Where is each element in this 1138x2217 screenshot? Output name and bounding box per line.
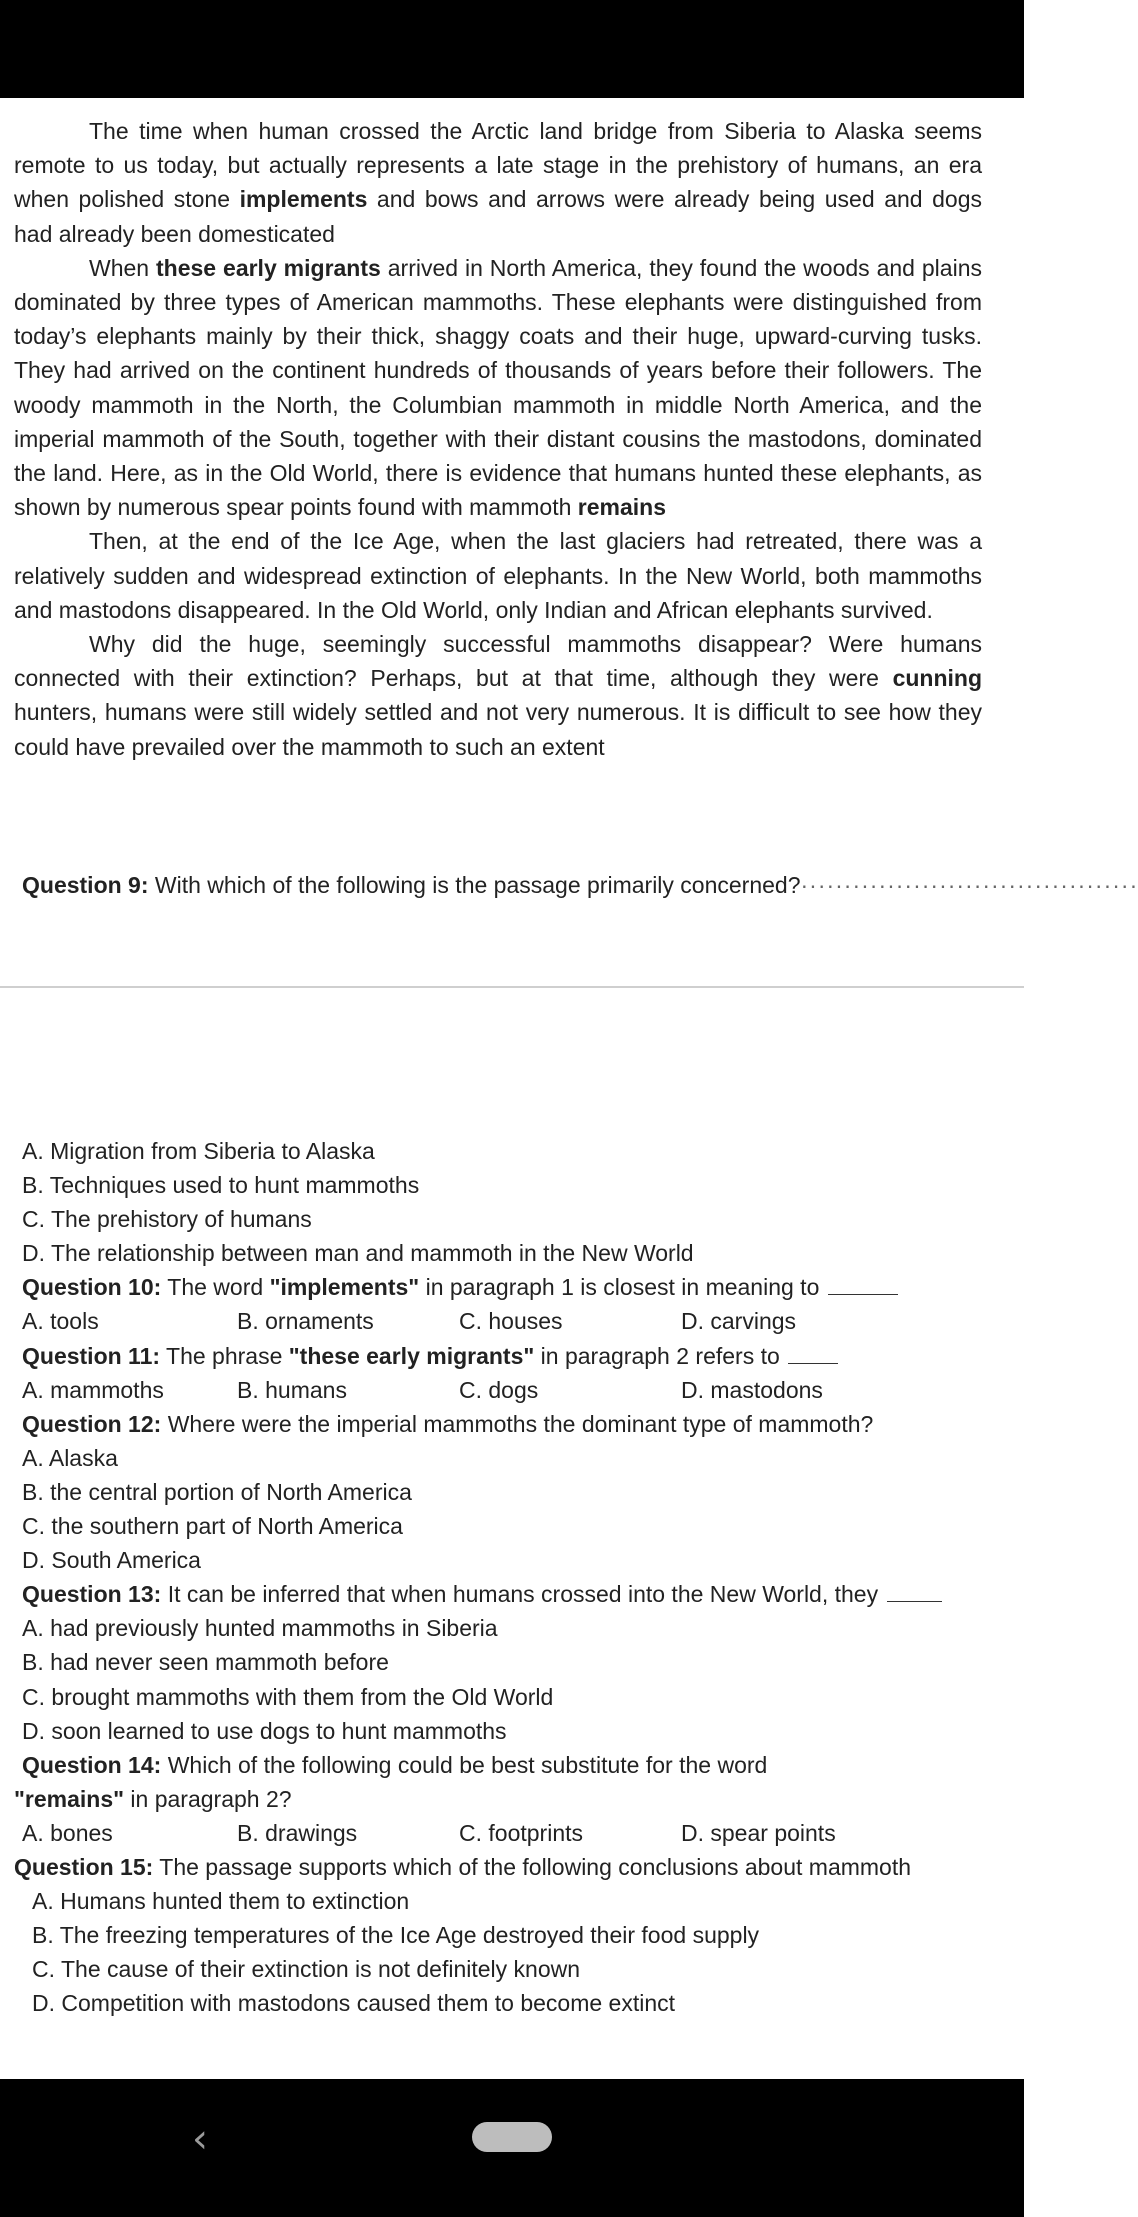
dotted-leader: ······································· — [800, 872, 1138, 898]
question-14-prompt-cont — [14, 1782, 1012, 1816]
question-10-prompt — [22, 1270, 1012, 1304]
paragraph-1 — [14, 114, 982, 251]
q14-option-d: D. spear points — [681, 1819, 836, 1846]
q12-option-d: D. South America — [22, 1547, 201, 1574]
question-11-prompt — [22, 1339, 1012, 1373]
question-label: Question 12: — [22, 1410, 162, 1437]
q11-option-c: C. dogs — [459, 1376, 539, 1403]
status-bar — [0, 0, 1024, 98]
q10-options — [22, 1304, 1012, 1338]
q14-option-a: A. bones — [22, 1819, 113, 1846]
q13-option-a: A. had previously hunted mammoths in Siberia — [22, 1615, 498, 1642]
paragraph-text: arrived in North America, they found the woods and plains dominated by three types of American mammoths. These elephants were distinguished from today’s elephants mainly by their thick, shaggy coats and their huge, upward-curving tusks. They had arrived on the continent hundreds of thousands of years before their followers. The woody mammoth in the North, the Columbian mammoth in middle North America, and the imperial mammoth of the South, together with their distant cousins the mastodons, dominated the land. Here, as in the Old World, there is evidence that humans hunted these elephants, as shown by numerous spear points found with mammoth — [14, 254, 982, 521]
q10-option-b: B. ornaments — [237, 1308, 374, 1335]
back-icon[interactable]: ‹ — [192, 2116, 208, 2162]
question-label: Question 9: — [22, 872, 149, 898]
q12-option-c: C. the southern part of North America — [22, 1513, 403, 1540]
question-text: The phrase — [160, 1342, 289, 1369]
q10-option-d: D. carvings — [681, 1308, 797, 1335]
paragraph-text: hunters, humans were still widely settled and not very numerous. It is difficult to see how they could have prevailed over the mammoth to such an extent — [14, 699, 982, 760]
q10-option-c: C. houses — [459, 1308, 563, 1335]
q15-option-d: D. Competition with mastodons caused them to become extinct — [32, 1990, 676, 2017]
questions-block — [14, 1134, 1012, 2020]
home-pill-icon[interactable] — [472, 2122, 552, 2152]
q12-option-b: B. the central portion of North America — [22, 1478, 412, 1505]
highlighted-phrase: these early migrants — [156, 254, 381, 281]
navigation-bar — [0, 2079, 1024, 2217]
question-text: Where were the imperial mammoths the dominant type of mammoth? — [161, 1410, 874, 1437]
paragraph-3: Then, at the end of the Ice Age, when the last glaciers had retreated, there was a relatively sudden and widespread extinction of elephants. In the New World, both mammoths and mastodons disappeared. In the Old World, only Indian and African elephants survived. — [14, 528, 982, 623]
question-label: Question 14: — [22, 1751, 162, 1778]
reading-passage — [14, 114, 982, 764]
question-text: in paragraph 1 is closest in meaning to — [419, 1274, 826, 1301]
paragraph-4 — [14, 627, 982, 764]
question-text: in paragraph 2? — [124, 1785, 292, 1812]
question-text: Which of the following could be best substitute for the word — [161, 1751, 768, 1778]
highlighted-word: implements — [239, 186, 368, 213]
q13-option-d: D. soon learned to use dogs to hunt mammoths — [22, 1717, 507, 1744]
highlighted-word: remains — [577, 494, 666, 521]
q14-option-c: C. footprints — [459, 1819, 583, 1846]
q9-option-d: D. The relationship between man and mammoth in the New World — [22, 1240, 694, 1267]
page-divider — [0, 986, 1024, 988]
q11-option-a: A. mammoths — [22, 1376, 164, 1403]
q12-option-a: A. Alaska — [22, 1444, 118, 1471]
q9-option-b: B. Techniques used to hunt mammoths — [22, 1172, 420, 1199]
paragraph-text: Why did the huge, seemingly successful mammoths disappear? Were humans connected with their extinction? Perhaps, but at that time, although they were — [14, 631, 982, 692]
highlighted-word: "remains" — [14, 1785, 125, 1812]
answer-blank — [788, 1341, 838, 1364]
paragraph-text: and bows and arrows were already being used and dogs had already been domesticated — [14, 186, 982, 247]
paragraph-2 — [14, 251, 982, 525]
q14-option-b: B. drawings — [237, 1819, 358, 1846]
q15-option-c: C. The cause of their extinction is not definitely known — [32, 1956, 581, 1983]
question-9-prompt — [22, 868, 1138, 902]
q11-options — [22, 1373, 1012, 1407]
q10-option-a: A. tools — [22, 1308, 99, 1335]
question-label: Question 15: — [14, 1853, 154, 1880]
q14-options — [22, 1816, 1012, 1850]
question-text: With which of the following is the passage primarily concerned? — [148, 872, 801, 898]
answer-blank — [828, 1272, 898, 1295]
q15-option-b: B. The freezing temperatures of the Ice Age destroyed their food supply — [32, 1922, 760, 1949]
q13-option-c: C. brought mammoths with them from the Old World — [22, 1683, 554, 1710]
question-text: The word — [161, 1274, 270, 1301]
q11-option-d: D. mastodons — [681, 1376, 823, 1403]
question-14-prompt — [22, 1748, 1012, 1782]
answer-blank — [887, 1579, 942, 1602]
highlighted-word: "implements" — [269, 1274, 420, 1301]
q15-option-a: A. Humans hunted them to extinction — [32, 1888, 410, 1915]
paragraph-text: The time when human crossed the Arctic land bridge from Siberia to Alaska seems remote to us today, but actually represents a late stage in the prehistory of humans, an era when polished stone — [14, 118, 982, 213]
q9-option-a: A. Migration from Siberia to Alaska — [22, 1138, 375, 1164]
paragraph-text: When — [89, 254, 157, 281]
question-label: Question 13: — [22, 1581, 162, 1608]
q13-option-b: B. had never seen mammoth before — [22, 1649, 389, 1676]
question-12-prompt — [22, 1407, 1012, 1441]
highlighted-word: cunning — [892, 665, 982, 692]
question-text: It can be inferred that when humans crossed into the New World, they — [161, 1581, 885, 1608]
highlighted-phrase: "these early migrants" — [288, 1342, 535, 1369]
q9-option-c: C. The prehistory of humans — [22, 1206, 312, 1233]
question-13-prompt — [22, 1577, 1012, 1611]
question-text: The passage supports which of the following conclusions about mammoth — [153, 1853, 912, 1880]
question-15-prompt — [14, 1850, 1012, 1884]
question-label: Question 11: — [22, 1342, 161, 1369]
q11-option-b: B. humans — [237, 1376, 347, 1403]
question-label: Question 10: — [22, 1274, 162, 1301]
question-text: in paragraph 2 refers to — [534, 1342, 787, 1369]
